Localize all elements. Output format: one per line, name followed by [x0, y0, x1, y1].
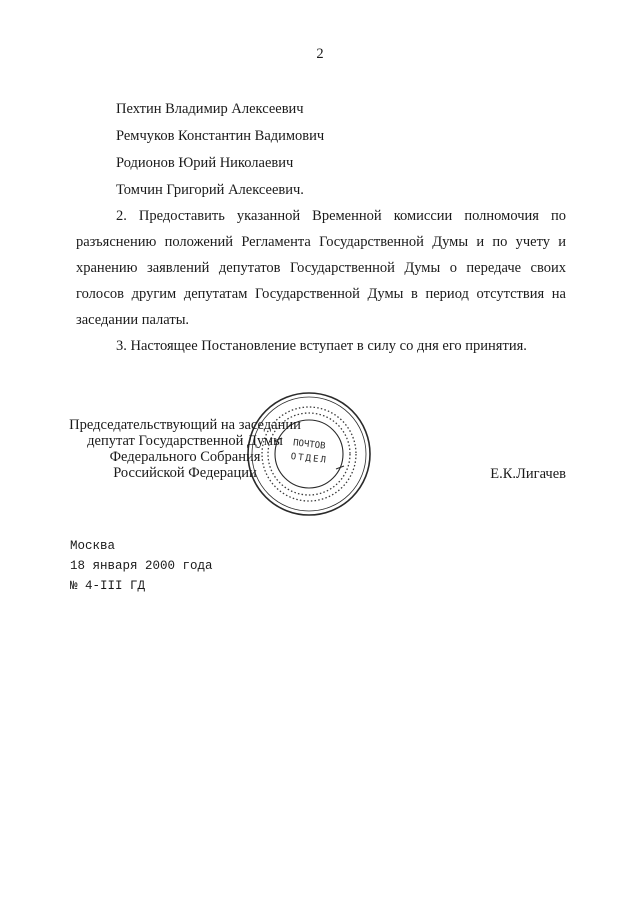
- member-name-3: Родионов Юрий Николаевич: [116, 155, 294, 171]
- stamp-center-word: ОТДЕЛ: [290, 452, 329, 466]
- paragraph-2: [76, 203, 566, 333]
- member-name-1: Пехтин Владимир Алексеевич: [116, 101, 304, 117]
- signatory-block: [66, 417, 304, 481]
- member-name-4: Томчин Григорий Алексеевич.: [116, 182, 304, 198]
- paragraph-2-text: 2. Предоставить указанной Временной комиссии полномочия по разъяснению положений Регламента Государственной Думы и по учету и хранению заявлений депутатов Государственной Думы о передаче своих голосов другим депутатам Государственной Думы в период отсутствия на заседании палаты.: [76, 208, 566, 328]
- stamp-top-word: ПОЧТОВ: [292, 438, 326, 452]
- paragraph-3: 3. Настоящее Постановление вступает в силу со дня его принятия.: [116, 338, 527, 354]
- signatory-name: Е.К.Лигачев: [490, 466, 566, 482]
- footer-city: Москва: [70, 539, 116, 553]
- member-name-2: Ремчуков Константин Вадимович: [116, 128, 325, 144]
- footer-number: № 4-III ГД: [70, 579, 146, 593]
- signatory-line-1: Председательствующий на заседании: [69, 417, 301, 433]
- footer-date: 18 января 2000 года: [70, 559, 213, 573]
- signatory-line-2: депутат Государственной Думы: [87, 433, 283, 449]
- signatory-line-3: Федерального Собрания: [109, 449, 261, 465]
- page-number: 2: [316, 46, 324, 62]
- signatory-line-4: Российской Федерации: [113, 465, 257, 481]
- document-footer: [70, 536, 213, 596]
